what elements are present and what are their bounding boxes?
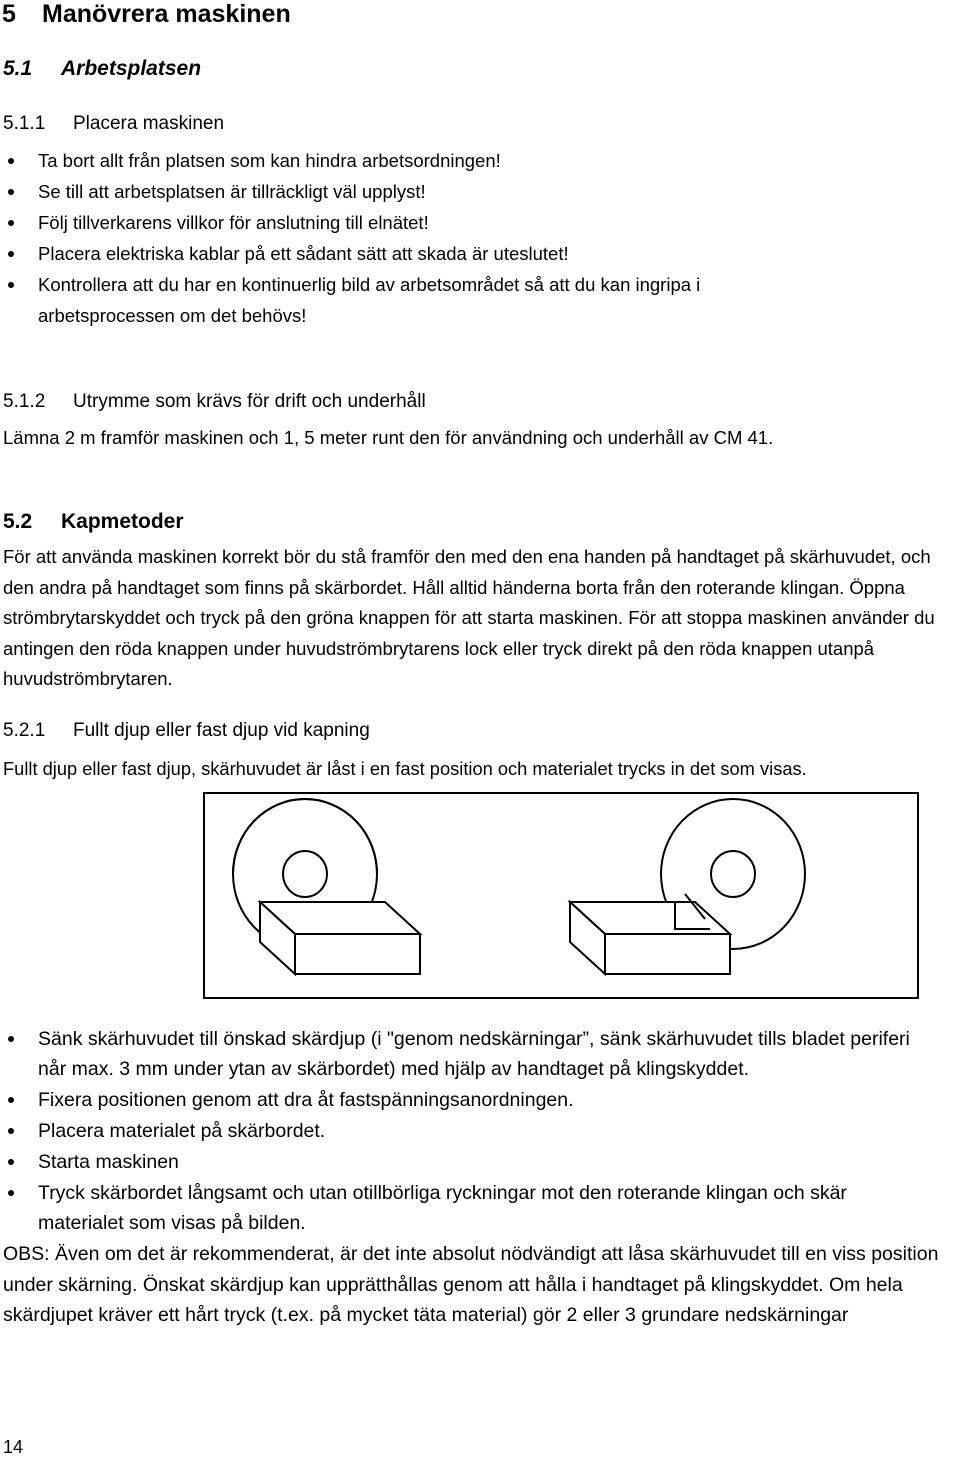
subsection-title: Fullt djup eller fast djup vid kapning — [73, 720, 370, 741]
chapter-number: 5 — [2, 0, 16, 28]
depth-description-text: Fullt djup eller fast djup, skärhuvudet är låst i en fast position och materialet trycks in det som visas. — [3, 758, 807, 779]
list-item: Se till att arbetsplatsen är tillräckligt väl upplyst! — [3, 176, 953, 207]
section-heading-5-1 — [3, 57, 201, 81]
section-heading-5-2 — [3, 510, 184, 534]
list-item: Ta bort allt från platsen som kan hindra arbetsordningen! — [3, 145, 953, 176]
subsection-number: 5.1.2 — [3, 391, 46, 412]
cutting-illustration — [203, 792, 919, 999]
list-item: Placera materialet på skärbordet. — [3, 1116, 953, 1146]
section-number: 5.1 — [3, 57, 33, 80]
list-item: Sänk skärhuvudet till önskad skärdjup (i "genom nedskärningar”, sänk skärhuvudet tills bladet periferi når max. 3 mm under ytan av skärbordet) med hjälp av handtaget på klingskyddet. — [3, 1024, 938, 1084]
list-item: Kontrollera att du har en kontinuerlig bild av arbetsområdet så att du kan ingripa i arbetsprocessen om det behövs! — [3, 269, 838, 331]
subsection-heading-5-2-1 — [3, 720, 370, 742]
section-title: Kapmetoder — [61, 510, 184, 533]
left-blade-hub — [283, 851, 327, 897]
list-item: Fixera positionen genom att dra åt fastspänningsanordningen. — [3, 1085, 953, 1115]
saw-blade-block-drawing — [205, 794, 917, 997]
chapter-heading — [2, 0, 291, 29]
subsection-title: Placera maskinen — [73, 113, 225, 134]
list-item: Tryck skärbordet långsamt och utan otillbörliga ryckningar mot den roterande klingan och skär materialet som visas på bilden. — [3, 1178, 918, 1238]
subsection-heading-5-1-2 — [3, 391, 426, 413]
subsection-number: 5.1.1 — [3, 113, 46, 134]
page-number: 14 — [3, 1437, 24, 1457]
subsection-number: 5.2.1 — [3, 720, 46, 741]
subsection-heading-5-1-1 — [3, 113, 224, 135]
section-title: Arbetsplatsen — [61, 57, 202, 80]
workplace-bullet-list — [3, 145, 953, 331]
subsection-title: Utrymme som krävs för drift och underhåll — [73, 391, 426, 412]
list-item: Starta maskinen — [3, 1147, 953, 1177]
chapter-title: Manövrera maskinen — [42, 0, 291, 28]
right-blade-hub — [711, 851, 755, 897]
list-item: Placera elektriska kablar på ett sådant sätt att skada är uteslutet! — [3, 238, 953, 269]
obs-note: OBS: Även om det är rekommenderat, är det inte absolut nödvändigt att låsa skärhuvudet till en viss position under skärning. Önskat skärdjup kan upprätthållas genom att hålla i handtaget på klingskyddet. Om hela skärdjupet kräver ett hårt tryck (t.ex. på mycket täta material) gör 2 eller 3 grundare nedskärningar — [3, 1243, 939, 1326]
list-item: Följ tillverkarens villkor för anslutning till elnätet! — [3, 207, 953, 238]
procedure-bullet-list — [3, 1024, 953, 1239]
cutting-methods-text: För att använda maskinen korrekt bör du stå framför den med den ena handen på handtaget på skärhuvudet, och den andra på handtaget som finns på skärbordet. Håll alltid händerna borta från den roterande klingan. Öppna strömbrytarskyddet och tryck på den gröna knappen för att starta maskinen. För att stoppa maskinen använder du antingen den röda knappen under huvudströmbrytarens lock eller tryck direkt på den röda knappen utanpå huvudströmbrytaren. — [3, 546, 935, 689]
space-requirement-text: Lämna 2 m framför maskinen och 1, 5 meter runt den för användning och underhåll av CM 41. — [3, 427, 774, 448]
section-number: 5.2 — [3, 510, 33, 533]
